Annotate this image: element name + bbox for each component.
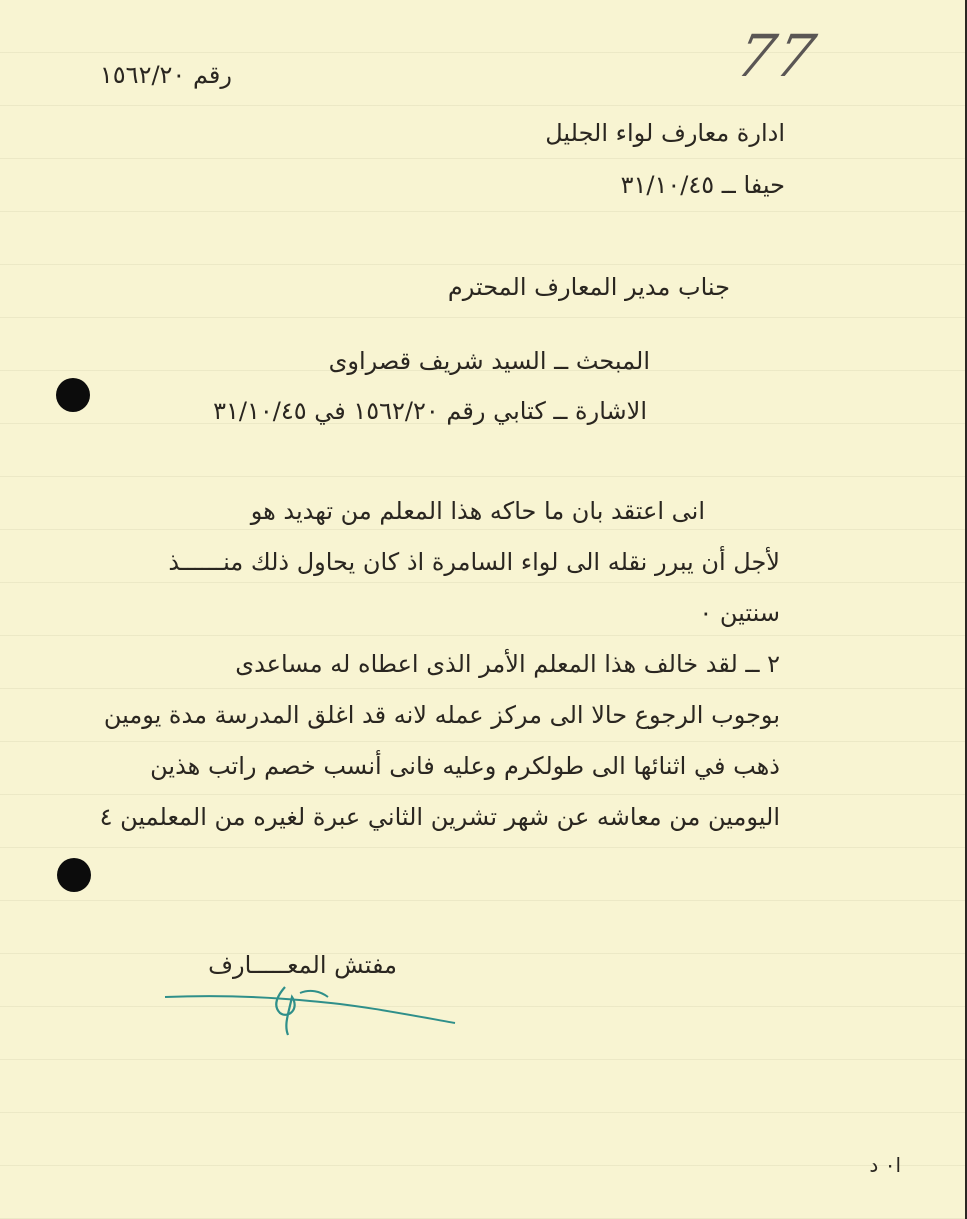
office-name: ادارة معارف لواء الجليل xyxy=(545,119,785,147)
handwritten-signature xyxy=(160,975,460,1045)
body-line-5: بوجوب الرجوع حالا الى مركز عمله لانه قد اغلق المدرسة مدة يومين xyxy=(103,701,780,729)
punch-hole-top xyxy=(56,378,90,412)
body-line-7: اليومين من معاشه عن شهر تشرين الثاني عبرة لغيره من المعلمين ٤ xyxy=(99,803,780,831)
reference-line: الاشارة ــ كتابي رقم ١٥٦٢/٢٠ في ٣١/١٠/٤٥ xyxy=(213,397,647,425)
addressee: جناب مدير المعارف المحترم xyxy=(447,273,730,301)
body-line-4: ٢ ــ لقد خالف هذا المعلم الأمر الذى اعطاه له مساعدى xyxy=(235,650,780,678)
footer-mark: ا٠ د xyxy=(869,1153,901,1177)
place-date: حيفا ــ ٣١/١٠/٤٥ xyxy=(620,171,785,199)
body-line-3: سنتين ٠ xyxy=(699,599,780,627)
body-line-6: ذهب في اثنائها الى طولكرم وعليه فانى أنسب خصم راتب هذين xyxy=(150,752,780,780)
punch-hole-bottom xyxy=(57,858,91,892)
body-line-1: انى اعتقد بان ما حاكه هذا المعلم من تهديد هو xyxy=(250,497,705,525)
body-line-2: لأجل أن يبرر نقله الى لواء السامرة اذ كان يحاول ذلك منــــــذ xyxy=(168,548,780,576)
signature-title: مفتش المعـــــارف xyxy=(208,951,397,979)
folio-number: 77 xyxy=(730,22,824,90)
reference-number: رقم ١٥٦٢/٢٠ xyxy=(99,61,232,89)
subject-line: المبحث ــ السيد شريف قصراوى xyxy=(328,347,650,375)
